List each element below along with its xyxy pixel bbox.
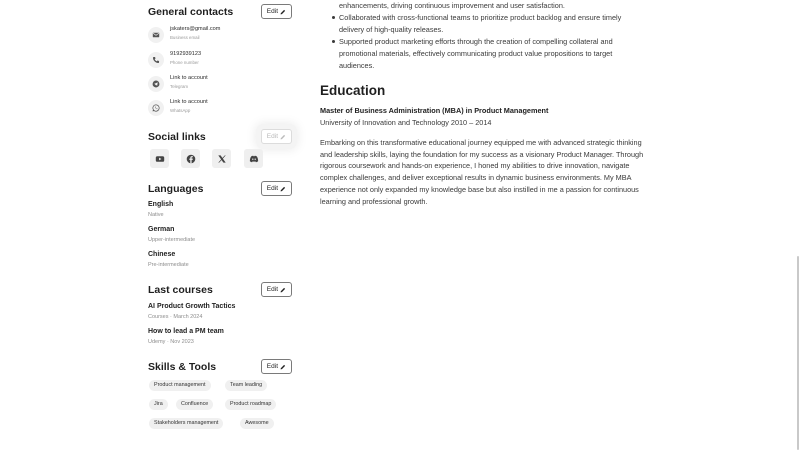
skill-chip: Team leading — [225, 380, 267, 391]
edit-label: Edit — [266, 133, 278, 140]
language-name: English — [148, 201, 174, 208]
pencil-icon — [280, 186, 286, 192]
general-contacts-header — [148, 4, 294, 22]
skills-tools-title: Skills & Tools — [148, 361, 217, 373]
skill-chip: Awesome — [240, 418, 274, 429]
pencil-icon — [280, 9, 286, 15]
course-name[interactable]: How to lead a PM team — [148, 328, 224, 335]
education-heading: Education — [320, 83, 386, 98]
social-links-header — [148, 129, 294, 147]
youtube-icon[interactable] — [150, 149, 169, 168]
skill-chip: Product roadmap — [225, 399, 276, 410]
contact-phone[interactable] — [148, 51, 294, 71]
edit-label: Edit — [266, 286, 278, 293]
education-school: University of Innovation and Technology 2010 – 2014 — [320, 118, 492, 127]
bullet-dot — [332, 40, 335, 43]
skill-chip: Product management — [149, 380, 211, 391]
facebook-icon[interactable] — [181, 149, 200, 168]
page-scrollbar[interactable] — [797, 256, 799, 450]
contact-value: 9192939123 — [170, 51, 202, 57]
contact-email[interactable] — [148, 26, 294, 46]
contact-telegram[interactable] — [148, 75, 294, 95]
skill-chip: Stakeholders management — [149, 418, 223, 429]
experience-bullet: Supported product marketing efforts through the creation of compelling collateral and promotional materials, effectively communicating product value propositions to target audiences. — [339, 37, 613, 70]
edit-courses-button[interactable] — [261, 282, 292, 297]
language-level: Upper-intermediate — [148, 237, 196, 243]
social-links-row — [148, 149, 294, 169]
language-level: Native — [148, 212, 164, 218]
telegram-icon — [148, 76, 164, 92]
pencil-icon — [280, 134, 286, 140]
general-contacts-title: General contacts — [148, 6, 234, 18]
edit-label: Edit — [266, 185, 278, 192]
whatsapp-icon — [148, 100, 164, 116]
experience-bullet: Collaborated with cross-functional teams to prioritize product backlog and ensure timely delivery of high-quality releases. — [339, 13, 622, 34]
course-meta: Udemy · Nov 2023 — [148, 339, 194, 345]
edit-skills-button[interactable] — [261, 359, 292, 374]
contact-value: jskaters@gmail.com — [170, 26, 221, 32]
last-courses-title: Last courses — [148, 284, 213, 296]
skill-chip: Confluence — [176, 399, 213, 410]
contact-label: Business email — [170, 35, 200, 40]
education-degree: Master of Business Administration (MBA) in Product Management — [320, 106, 549, 115]
last-courses-header — [148, 282, 294, 300]
edit-social-button[interactable] — [261, 129, 292, 144]
discord-icon[interactable] — [244, 149, 263, 168]
contact-value: Link to account — [170, 99, 208, 105]
skills-tools-header — [148, 359, 294, 377]
contact-label: WhatsApp — [170, 108, 191, 113]
x-icon[interactable] — [212, 149, 231, 168]
skill-chip: Jira — [149, 399, 168, 410]
phone-icon — [148, 52, 164, 68]
edit-label: Edit — [266, 363, 278, 370]
edit-languages-button[interactable] — [261, 181, 292, 196]
language-level: Pre-intermediate — [148, 262, 189, 268]
contact-label: Phone number — [170, 60, 199, 65]
contact-value: Link to account — [170, 75, 208, 81]
bullet-dot — [332, 16, 335, 19]
languages-header — [148, 181, 294, 199]
education-description: Embarking on this transformative educational journey equipped me with advanced strategic thinking and leadership skills, laying the foundation for my success as a visionary Product Manager. Through rigorous coursework and hands-on experience, I honed my abilities to drive innovation, navigate complex challenges, and deliver exceptional results in dynamic business environments. My MBA experience not only expanded my knowledge base but also instilled in me a passion for continuous learning and professional growth. — [320, 138, 644, 206]
pencil-icon — [280, 364, 286, 370]
contact-whatsapp[interactable] — [148, 99, 294, 119]
pencil-icon — [280, 287, 286, 293]
mail-icon — [148, 27, 164, 43]
languages-title: Languages — [148, 183, 204, 195]
edit-contacts-button[interactable] — [261, 4, 292, 19]
course-meta: Courses · March 2024 — [148, 314, 203, 320]
edit-label: Edit — [266, 8, 278, 15]
language-name: German — [148, 226, 175, 233]
contact-label: Telegram — [170, 84, 189, 89]
experience-bullet: enhancements, driving continuous improvement and user satisfaction. — [339, 1, 565, 10]
course-name[interactable]: AI Product Growth Tactics — [148, 303, 236, 310]
language-name: Chinese — [148, 251, 176, 258]
social-links-title: Social links — [148, 131, 206, 143]
